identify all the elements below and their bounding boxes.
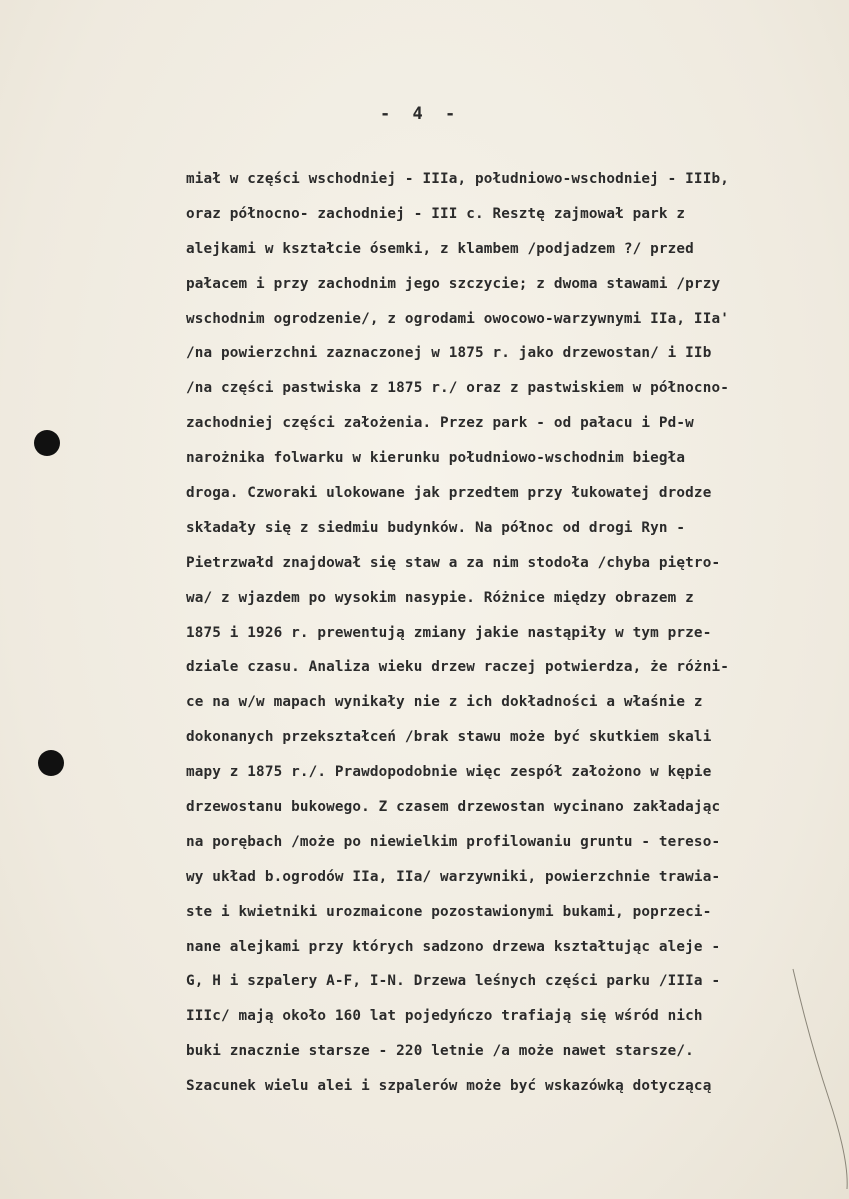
text-line: Pietrzwałd znajdował się staw a za nim stodoła /chyba piętro-: [186, 554, 721, 571]
text-line: /na części pastwiska z 1875 r./ oraz z pastwiskiem w północno-: [186, 380, 729, 397]
text-line: drzewostanu bukowego. Z czasem drzewostan wycinano zakładając: [186, 799, 721, 816]
text-line: ce na w/w mapach wynikały nie z ich dokładności a właśnie z: [186, 694, 703, 711]
punch-hole-top: [34, 430, 60, 456]
typed-text-body: [186, 162, 816, 1104]
page-number: - 4 -: [380, 104, 462, 124]
text-line: narożnika folwarku w kierunku południowo-wschodnim biegła: [186, 450, 686, 467]
text-line: Szacunek wielu alei i szpalerów może być wskazówką dotyczącą: [186, 1078, 712, 1095]
margin-pencil-mark: [789, 949, 849, 1199]
text-line: ste i kwietniki urozmaicone pozostawionymi bukami, poprzeci-: [186, 903, 712, 920]
text-line: G, H i szpalery A-F, I-N. Drzewa leśnych części parku /IIIa -: [186, 973, 721, 990]
text-line: oraz północno- zachodniej - III c. Resztę zajmował park z: [186, 205, 686, 222]
text-line: buki znacznie starsze - 220 letnie /a może nawet starsze/.: [186, 1043, 694, 1060]
text-line: IIIc/ mają około 160 lat pojedyńczo trafiają się wśród nich: [186, 1008, 703, 1025]
text-line: dokonanych przekształceń /brak stawu może być skutkiem skali: [186, 729, 712, 746]
text-line: nane alejkami przy których sadzono drzewa kształtując aleje -: [186, 938, 721, 955]
text-line: składały się z siedmiu budynków. Na północ od drogi Ryn -: [186, 519, 686, 536]
punch-hole-bottom: [38, 750, 64, 776]
text-line: miał w części wschodniej - IIIa, południowo-wschodniej - IIIb,: [186, 171, 729, 187]
text-line: droga. Czworaki ulokowane jak przedtem przy łukowatej drodze: [186, 485, 712, 502]
text-line: wy układ b.ogrodów IIa, IIa/ warzywniki, powierzchnie trawia-: [186, 868, 721, 885]
text-line: na porębach /może po niewielkim profilowaniu gruntu - tereso-: [186, 833, 721, 850]
text-line: dziale czasu. Analiza wieku drzew raczej potwierdza, że różni-: [186, 659, 729, 676]
text-line: /na powierzchni zaznaczonej w 1875 r. jako drzewostan/ i IIb: [186, 345, 712, 362]
text-line: mapy z 1875 r./. Prawdopodobnie więc zespół założono w kępie: [186, 764, 712, 781]
text-line: alejkami w kształcie ósemki, z klambem /podjadzem ?/ przed: [186, 240, 694, 257]
text-line: wa/ z wjazdem po wysokim nasypie. Różnice między obrazem z: [186, 589, 694, 606]
text-line: 1875 i 1926 r. prewentują zmiany jakie nastąpiły w tym prze-: [186, 624, 712, 641]
text-line: pałacem i przy zachodnim jego szczycie; z dwoma stawami /przy: [186, 275, 721, 292]
text-line: wschodnim ogrodzenie/, z ogrodami owocowo-warzywnymi IIa, IIa': [186, 310, 729, 327]
text-line: zachodniej części założenia. Przez park - od pałacu i Pd-w: [186, 415, 694, 432]
